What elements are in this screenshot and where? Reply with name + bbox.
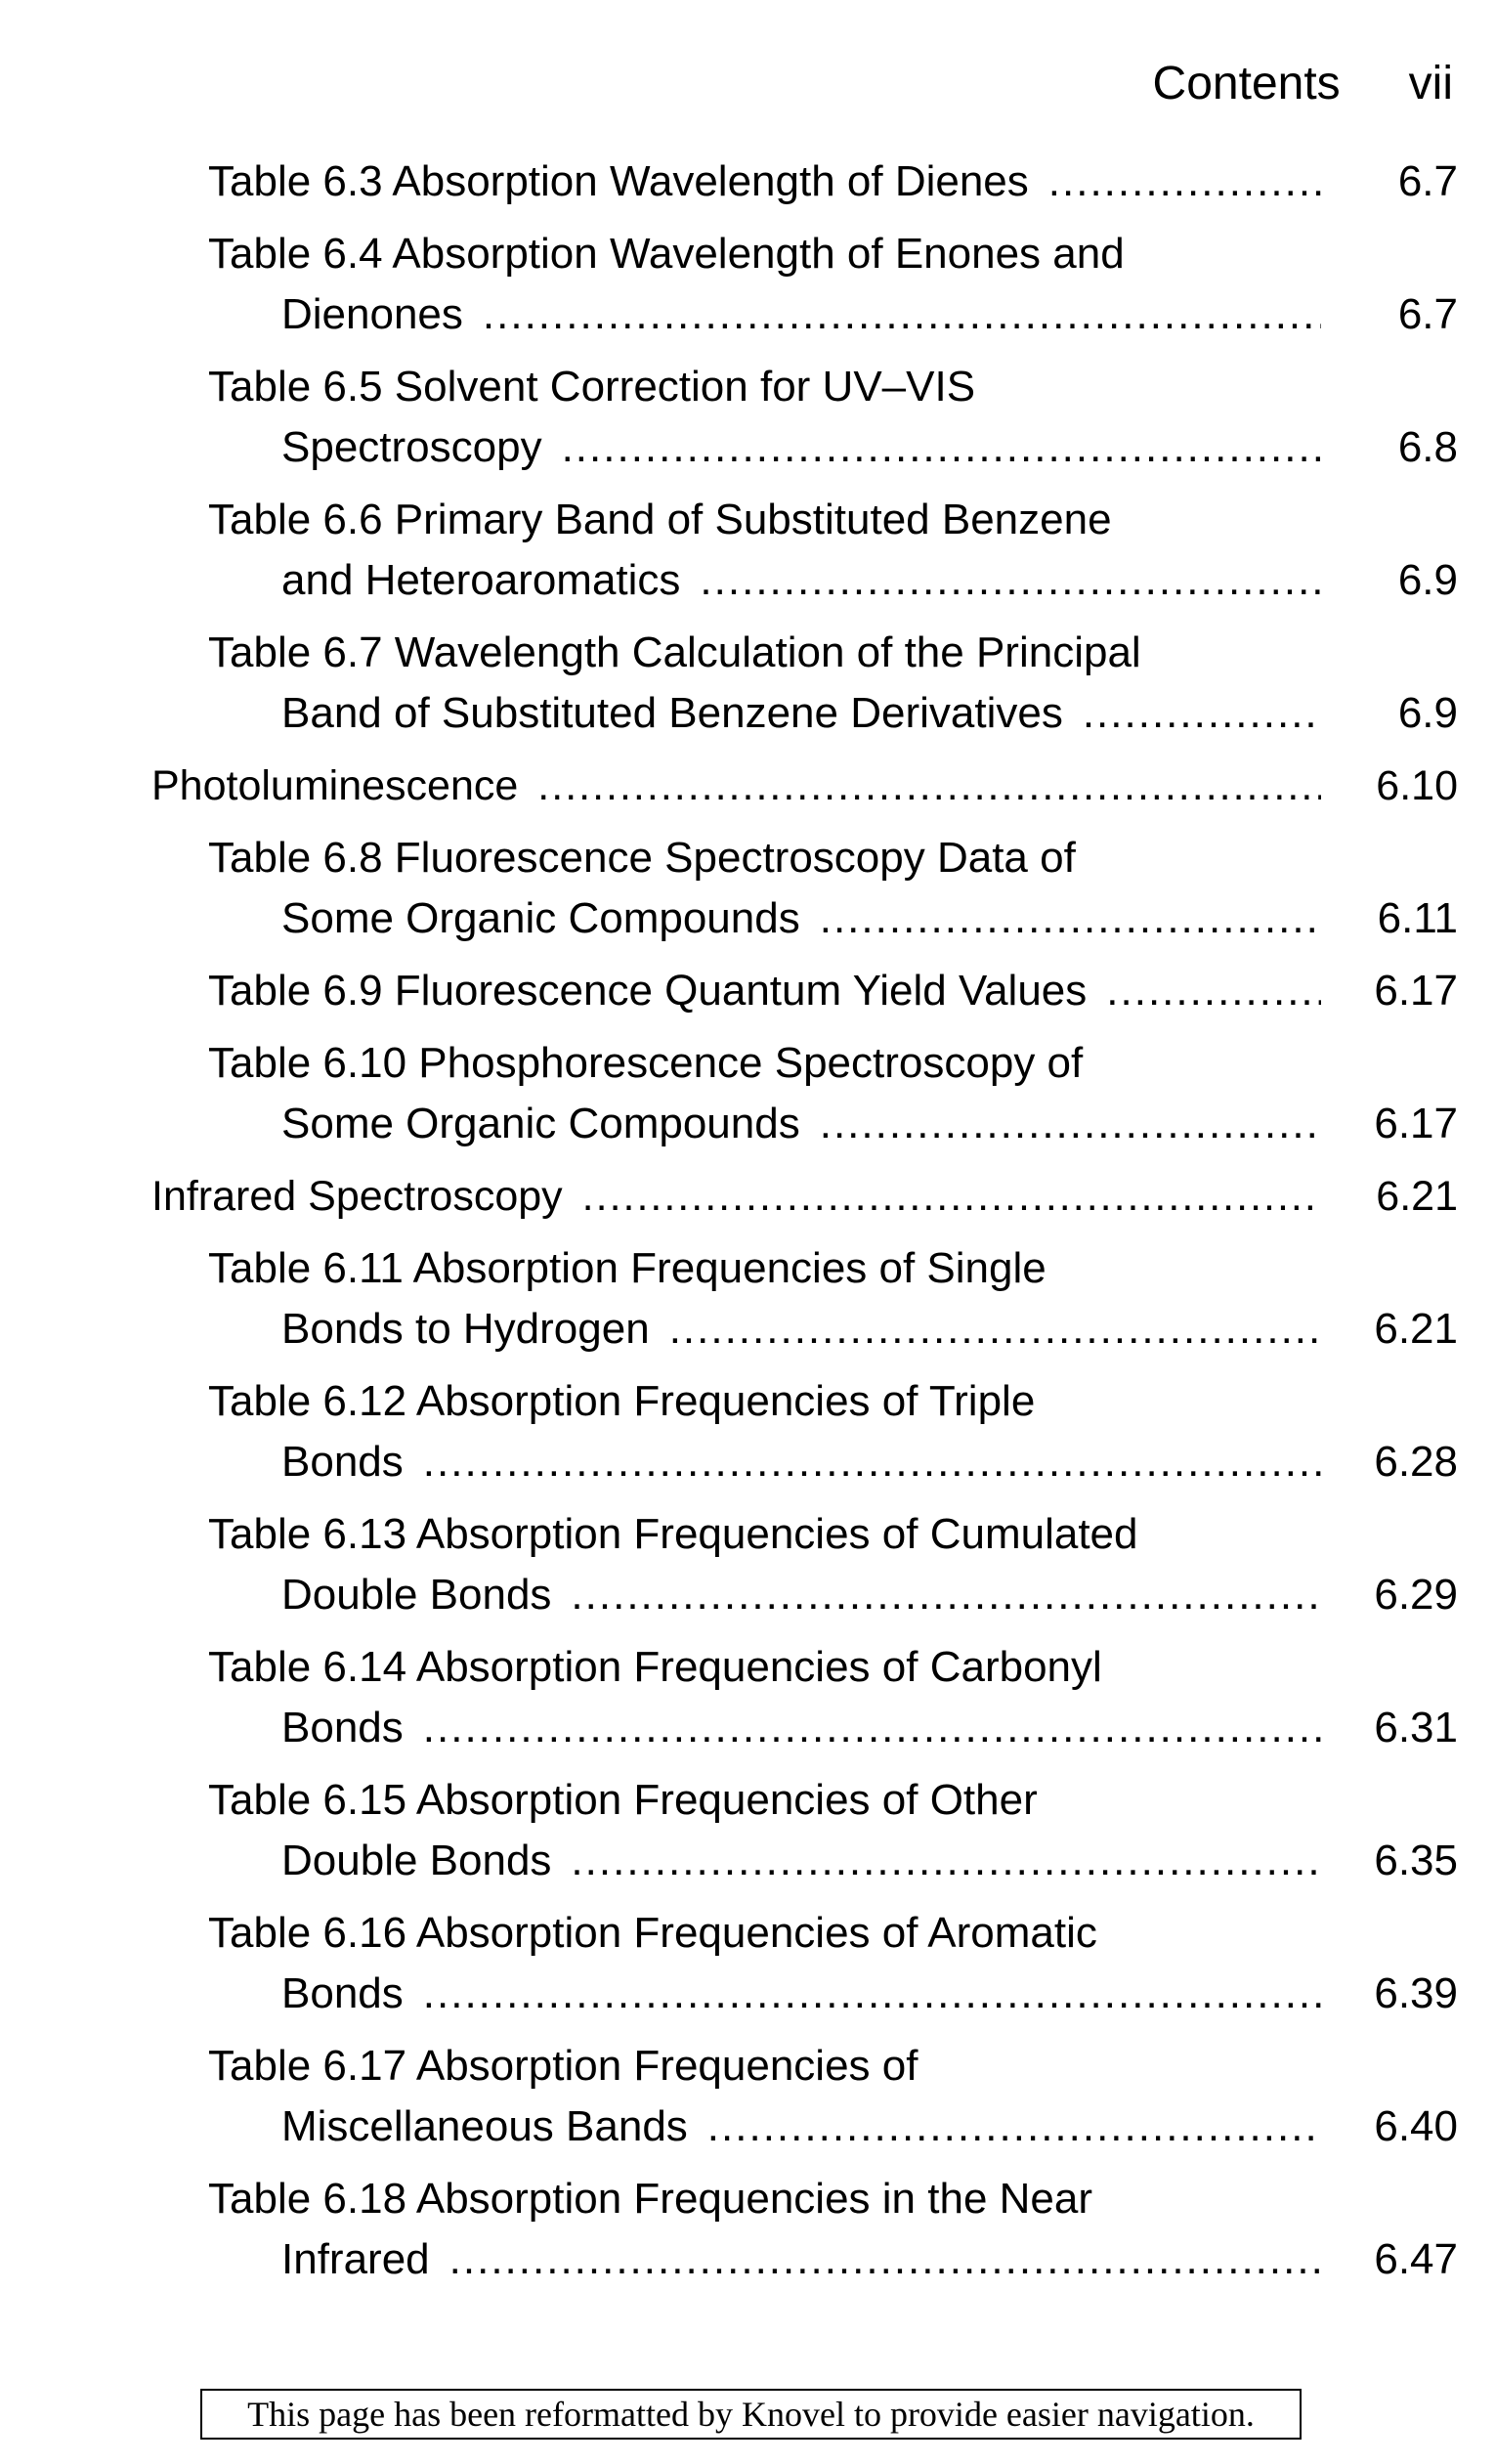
dot-leader [571, 1831, 1321, 1891]
toc-entry-title: Table 6.8 Fluorescence Spectroscopy Data of [208, 834, 1076, 882]
dot-leader [423, 1964, 1321, 2024]
table-of-contents [0, 151, 1495, 2302]
toc-entry-title-cont: Band of Substituted Benzene Derivatives [281, 689, 1063, 737]
toc-entry-page: 6.21 [1374, 1305, 1458, 1353]
toc-entry-page: 6.35 [1374, 1837, 1458, 1884]
toc-entry[interactable] [0, 490, 1495, 611]
dot-leader [1106, 961, 1321, 1021]
dot-leader [582, 1166, 1321, 1227]
dot-leader [820, 888, 1321, 949]
dot-leader [483, 284, 1321, 345]
toc-section-title: Infrared Spectroscopy [151, 1173, 563, 1220]
dot-leader [537, 756, 1321, 816]
toc-entry-title: Table 6.7 Wavelength Calculation of the Principal [208, 628, 1141, 676]
toc-entry-title: Table 6.9 Fluorescence Quantum Yield Values [208, 967, 1088, 1015]
toc-entry-page: 6.29 [1374, 1571, 1458, 1619]
toc-entry-page: 6.17 [1374, 1100, 1458, 1147]
toc-entry[interactable] [0, 1238, 1495, 1360]
toc-section[interactable] [0, 1166, 1495, 1227]
toc-entry-title: Table 6.16 Absorption Frequencies of Aromatic [208, 1909, 1097, 1957]
toc-entry-title: Table 6.10 Phosphorescence Spectroscopy of [208, 1039, 1084, 1087]
toc-entry[interactable] [0, 1033, 1495, 1154]
toc-entry-title: Table 6.15 Absorption Frequencies of Other [208, 1776, 1038, 1824]
toc-entry[interactable] [0, 151, 1495, 212]
dot-leader [562, 417, 1321, 478]
dot-leader [707, 2097, 1321, 2157]
toc-entry-title-cont: Bonds [281, 1438, 404, 1486]
toc-entry-title-cont: Bonds [281, 1969, 404, 2017]
toc-entry-title: Table 6.5 Solvent Correction for UV–VIS [208, 363, 976, 411]
dot-leader [820, 1094, 1321, 1154]
toc-entry-page: 6.40 [1374, 2102, 1458, 2150]
toc-entry[interactable] [0, 2036, 1495, 2157]
toc-section[interactable] [0, 756, 1495, 816]
toc-entry[interactable] [0, 1903, 1495, 2024]
toc-entry-page: 6.9 [1397, 689, 1458, 737]
toc-entry-title: Table 6.3 Absorption Wavelength of Dienes [208, 157, 1029, 205]
toc-entry-page: 6.17 [1374, 967, 1458, 1015]
toc-entry-page: 6.11 [1377, 894, 1458, 942]
toc-entry-title-cont: Double Bonds [281, 1571, 552, 1619]
toc-entry[interactable] [0, 1637, 1495, 1758]
toc-entry-title-cont: Double Bonds [281, 1837, 552, 1884]
toc-entry-page: 6.10 [1376, 762, 1458, 809]
toc-entry-page: 6.8 [1397, 423, 1458, 471]
toc-entry-page: 6.47 [1374, 2235, 1458, 2283]
toc-entry-title: Table 6.12 Absorption Frequencies of Triple [208, 1377, 1036, 1425]
toc-entry-title-cont: Dienones [281, 290, 463, 338]
toc-entry-title: Table 6.6 Primary Band of Substituted Benzene [208, 496, 1112, 543]
page-header [1153, 57, 1453, 115]
toc-section-title: Photoluminescence [151, 762, 519, 809]
toc-entry[interactable] [0, 828, 1495, 949]
toc-entry-page: 6.31 [1374, 1704, 1458, 1751]
toc-entry-title-cont: Some Organic Compounds [281, 894, 800, 942]
toc-entry-title: Table 6.4 Absorption Wavelength of Enones and [208, 230, 1125, 278]
toc-entry-title-cont: Bonds to Hydrogen [281, 1305, 650, 1353]
dot-leader [1048, 151, 1321, 212]
dot-leader [700, 550, 1321, 611]
toc-entry-title-cont: Some Organic Compounds [281, 1100, 800, 1147]
dot-leader [669, 1299, 1321, 1360]
dot-leader [449, 2229, 1321, 2290]
toc-entry-page: 6.7 [1397, 290, 1458, 338]
toc-entry-title-cont: and Heteroaromatics [281, 556, 681, 604]
toc-entry[interactable] [0, 1770, 1495, 1891]
toc-entry-page: 6.28 [1374, 1438, 1458, 1486]
toc-entry-page: 6.7 [1397, 157, 1458, 205]
toc-entry-title: Table 6.11 Absorption Frequencies of Single [208, 1244, 1046, 1292]
dot-leader [423, 1698, 1321, 1758]
toc-entry-page: 6.21 [1376, 1173, 1458, 1220]
toc-entry[interactable] [0, 2169, 1495, 2290]
knovel-reformat-notice: This page has been reformatted by Knovel to provide easier navigation. [200, 2389, 1302, 2440]
dot-leader [571, 1565, 1321, 1625]
toc-entry[interactable] [0, 357, 1495, 478]
toc-entry-title-cont: Spectroscopy [281, 423, 542, 471]
toc-entry-title: Table 6.13 Absorption Frequencies of Cumulated [208, 1510, 1138, 1558]
dot-leader [423, 1432, 1321, 1492]
toc-entry-page: 6.9 [1397, 556, 1458, 604]
toc-entry-title: Table 6.18 Absorption Frequencies in the Near [208, 2175, 1093, 2223]
toc-entry-title-cont: Bonds [281, 1704, 404, 1751]
page-number: vii [1408, 58, 1453, 109]
toc-entry-title-cont: Infrared [281, 2235, 430, 2283]
toc-entry[interactable] [0, 961, 1495, 1021]
running-title: Contents [1152, 58, 1341, 109]
toc-entry[interactable] [0, 224, 1495, 345]
toc-entry-title: Table 6.14 Absorption Frequencies of Carbonyl [208, 1643, 1102, 1691]
toc-entry-title-cont: Miscellaneous Bands [281, 2102, 688, 2150]
toc-entry[interactable] [0, 623, 1495, 744]
dot-leader [1083, 683, 1321, 744]
toc-entry[interactable] [0, 1371, 1495, 1492]
toc-entry[interactable] [0, 1504, 1495, 1625]
toc-entry-title: Table 6.17 Absorption Frequencies of [208, 2042, 918, 2090]
toc-entry-page: 6.39 [1374, 1969, 1458, 2017]
